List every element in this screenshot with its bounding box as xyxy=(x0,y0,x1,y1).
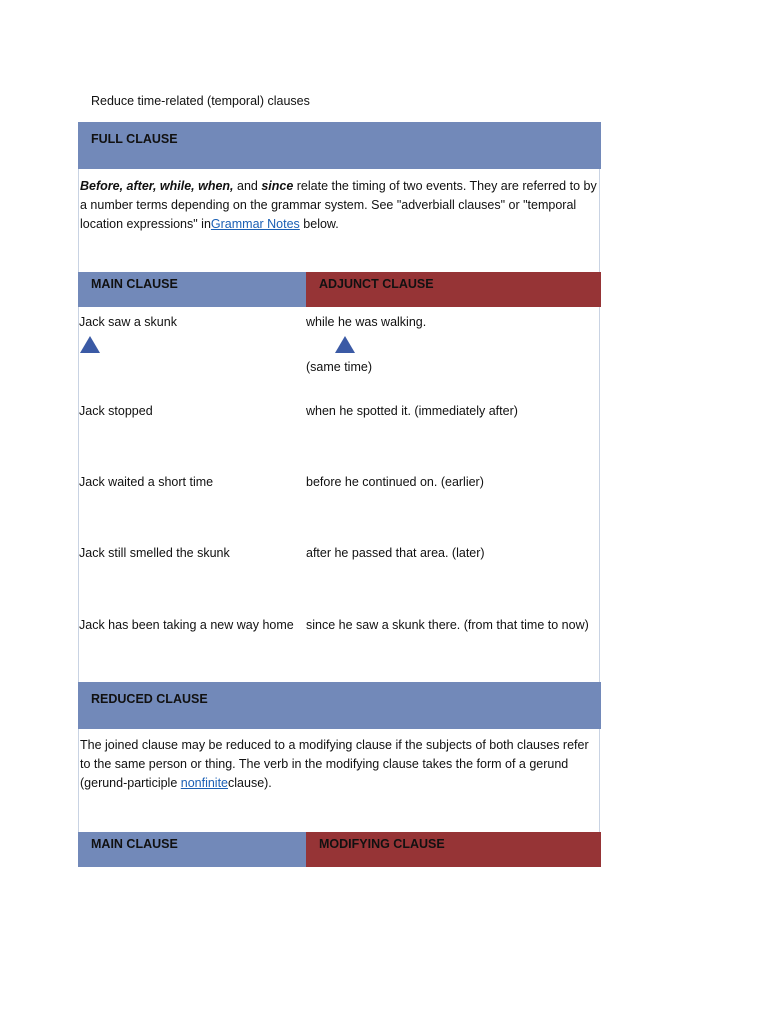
main-clause-header-2-label: MAIN CLAUSE xyxy=(91,837,178,851)
main-clause-4: Jack still smelled the skunk xyxy=(79,546,230,560)
adjunct-note-1: (same time) xyxy=(306,360,372,374)
main-clause-2: Jack stopped xyxy=(79,404,153,418)
modifying-clause-header xyxy=(306,832,601,867)
full-clause-label: FULL CLAUSE xyxy=(91,132,178,146)
reduced-clause-intro xyxy=(80,736,602,793)
intro-body: relate the timing of two events. They are referred to by a number terms depending on the grammar system. See "adverbiall clauses" or "temporal location expressions" in xyxy=(80,179,597,231)
intro-tail: below. xyxy=(299,217,339,231)
and-text: and xyxy=(233,179,262,193)
document-title: Reduce time-related (temporal) clauses xyxy=(91,94,310,108)
adjunct-clause-header xyxy=(306,272,601,307)
since-word: since xyxy=(261,179,294,193)
main-clause-header xyxy=(78,272,306,307)
main-clause-header-label: MAIN CLAUSE xyxy=(91,277,178,291)
reduced-clause-label: REDUCED CLAUSE xyxy=(91,692,208,706)
full-clause-intro xyxy=(80,177,602,234)
adjunct-clause-header-label: ADJUNCT CLAUSE xyxy=(319,277,434,291)
nonfinite-link[interactable]: nonfinite xyxy=(180,776,229,790)
triangle-marker-icon xyxy=(335,336,355,353)
reduced-clause-band xyxy=(78,682,601,729)
adjunct-clause-2: when he spotted it. (immediately after) xyxy=(306,404,518,418)
modifying-clause-header-label: MODIFYING CLAUSE xyxy=(319,837,445,851)
main-clause-5: Jack has been taking a new way home xyxy=(79,618,294,632)
adjunct-clause-3: before he continued on. (earlier) xyxy=(306,475,484,489)
full-clause-band xyxy=(78,122,601,169)
reduced-intro-tail: clause). xyxy=(228,776,272,790)
main-clause-1: Jack saw a skunk xyxy=(79,315,177,329)
main-clause-header-2 xyxy=(78,832,306,867)
main-clause-3: Jack waited a short time xyxy=(79,475,214,489)
adjunct-clause-4: after he passed that area. (later) xyxy=(306,546,485,560)
triangle-marker-icon xyxy=(80,336,100,353)
adjunct-clause-1: while he was walking. xyxy=(306,315,427,329)
reduced-intro-body: The joined clause may be reduced to a modifying clause if the subjects of both clauses refer to the same person or thing. The verb in the modifying clause takes the form of a gerund (gerund-participle xyxy=(80,738,589,790)
conjunction-list: Before, after, while, when, xyxy=(80,179,234,193)
grammar-notes-link[interactable]: Grammar Notes xyxy=(210,217,300,231)
adjunct-clause-5: since he saw a skunk there. (from that time to now) xyxy=(306,618,589,632)
